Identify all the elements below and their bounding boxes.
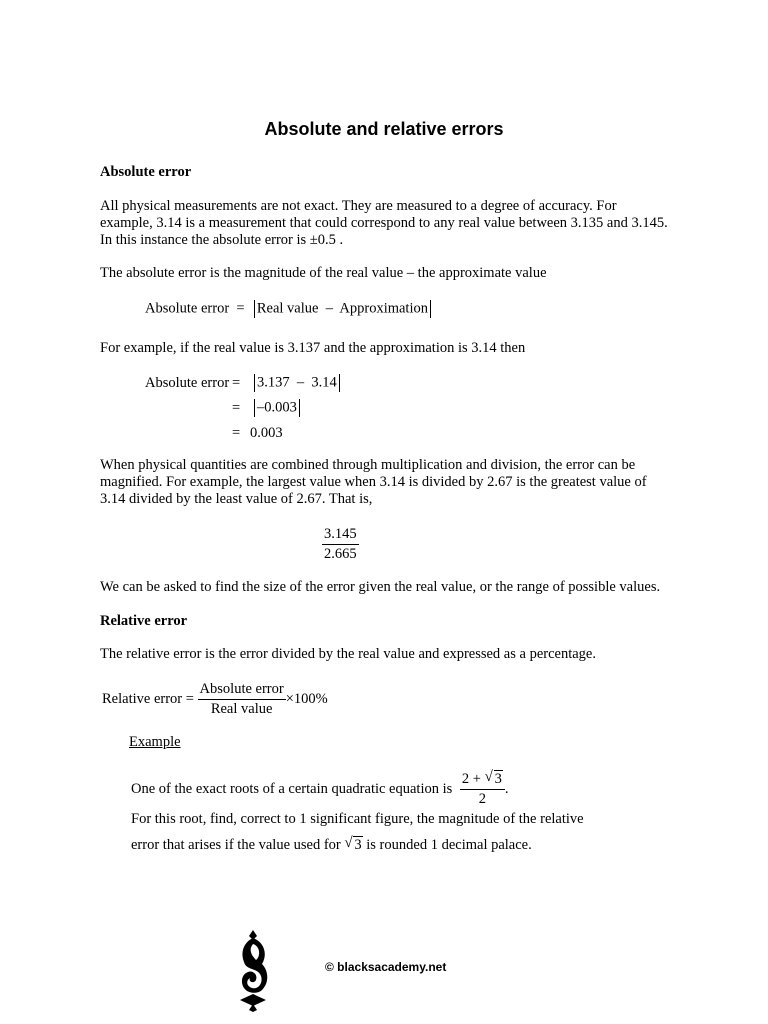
example-eq-2: = [232,400,241,416]
root-radicand: 3 [494,771,502,787]
example-line-1 [252,374,342,392]
fraction-quotient [322,526,359,563]
example-line-rounded [131,837,532,854]
example-line-roots: One of the exact roots of a certain quadratic equation is 2 + √ 3 2 . [131,769,509,807]
relative-formula-lhs: Relative error = [102,690,194,707]
abs-bar-left [254,374,255,392]
example-label: Example [129,734,181,750]
section-heading-relative-error: Relative error [100,613,188,629]
example-line-2 [252,399,302,417]
example-eq-3: = [232,425,241,441]
ornament-logo-icon [234,930,272,1012]
example-eq-1: = [232,375,241,391]
abs-bar-right [339,374,340,392]
paragraph-example-intro: For example, if the real value is 3.137 and the approximation is 3.14 then [100,340,526,356]
relative-formula-tail: ×100% [285,690,328,707]
example-rounded-text-b: is rounded 1 decimal palace. [366,837,532,853]
sqrt-symbol: √ 3 [344,835,362,853]
root-numerator [460,771,505,790]
fraction-numerator: 3.145 [322,526,359,545]
example-lhs-text: Absolute error [145,375,230,391]
abs-bar-left [254,399,255,417]
relative-error-formula [102,681,328,718]
abs-bar-right [299,399,300,417]
abs-bar-right [430,300,431,318]
formula-lhs: Absolute error [145,300,230,317]
example-line-find: For this root, find, correct to 1 significant figure, the magnitude of the relative [131,811,584,827]
absolute-error-formula [145,300,433,318]
relative-formula-numerator: Absolute error [198,681,286,700]
example-line-3: 0.003 [250,425,283,441]
example-roots-text: One of the exact roots of a certain quadratic equation is [131,780,453,797]
paragraph-measurements: All physical measurements are not exact. They are measured to a degree of accuracy. For example, 3.14 is a measurement that could correspond to any real value between 3.135 and 3.145. In this instance the absolute error is ±0.5 . [100,198,668,248]
example-line-1-text: 3.137 – 3.14 [257,374,337,391]
example-rounded-text-a: error that arises if the value used for [131,837,341,853]
sqrt-radicand: 3 [354,837,362,853]
paragraph-range: We can be asked to find the size of the error given the real value, or the range of possible values. [100,579,661,595]
paragraph-magnified: When physical quantities are combined through multiplication and division, the error can be magnified. For example, the largest value when 3.14 is divided by 2.67 is the greatest value of 3.14 divided by the least value of 2.67. That is, [100,457,647,507]
paragraph-absolute-definition: The absolute error is the magnitude of the real value – the approximate value [100,265,547,281]
root-denominator: 2 [478,791,487,807]
relative-formula-denominator: Real value [210,701,273,717]
abs-bar-left [254,300,255,318]
sqrt-symbol: √ 3 [484,769,502,787]
copyright-text: © blacksacademy.net [325,960,447,974]
paragraph-relative-definition: The relative error is the error divided by the real value and expressed as a percentage. [100,646,596,662]
page-title: Absolute and relative errors [264,119,504,139]
formula-equals: = [236,300,245,317]
formula-inner: Real value – Approximation [256,300,428,317]
example-lhs [145,375,229,392]
section-heading-absolute-error: Absolute error [100,164,192,180]
root-numerator-a: 2 + [461,771,485,787]
example-line-2-text: –0.003 [257,399,297,416]
fraction-denominator: 2.665 [324,546,357,562]
